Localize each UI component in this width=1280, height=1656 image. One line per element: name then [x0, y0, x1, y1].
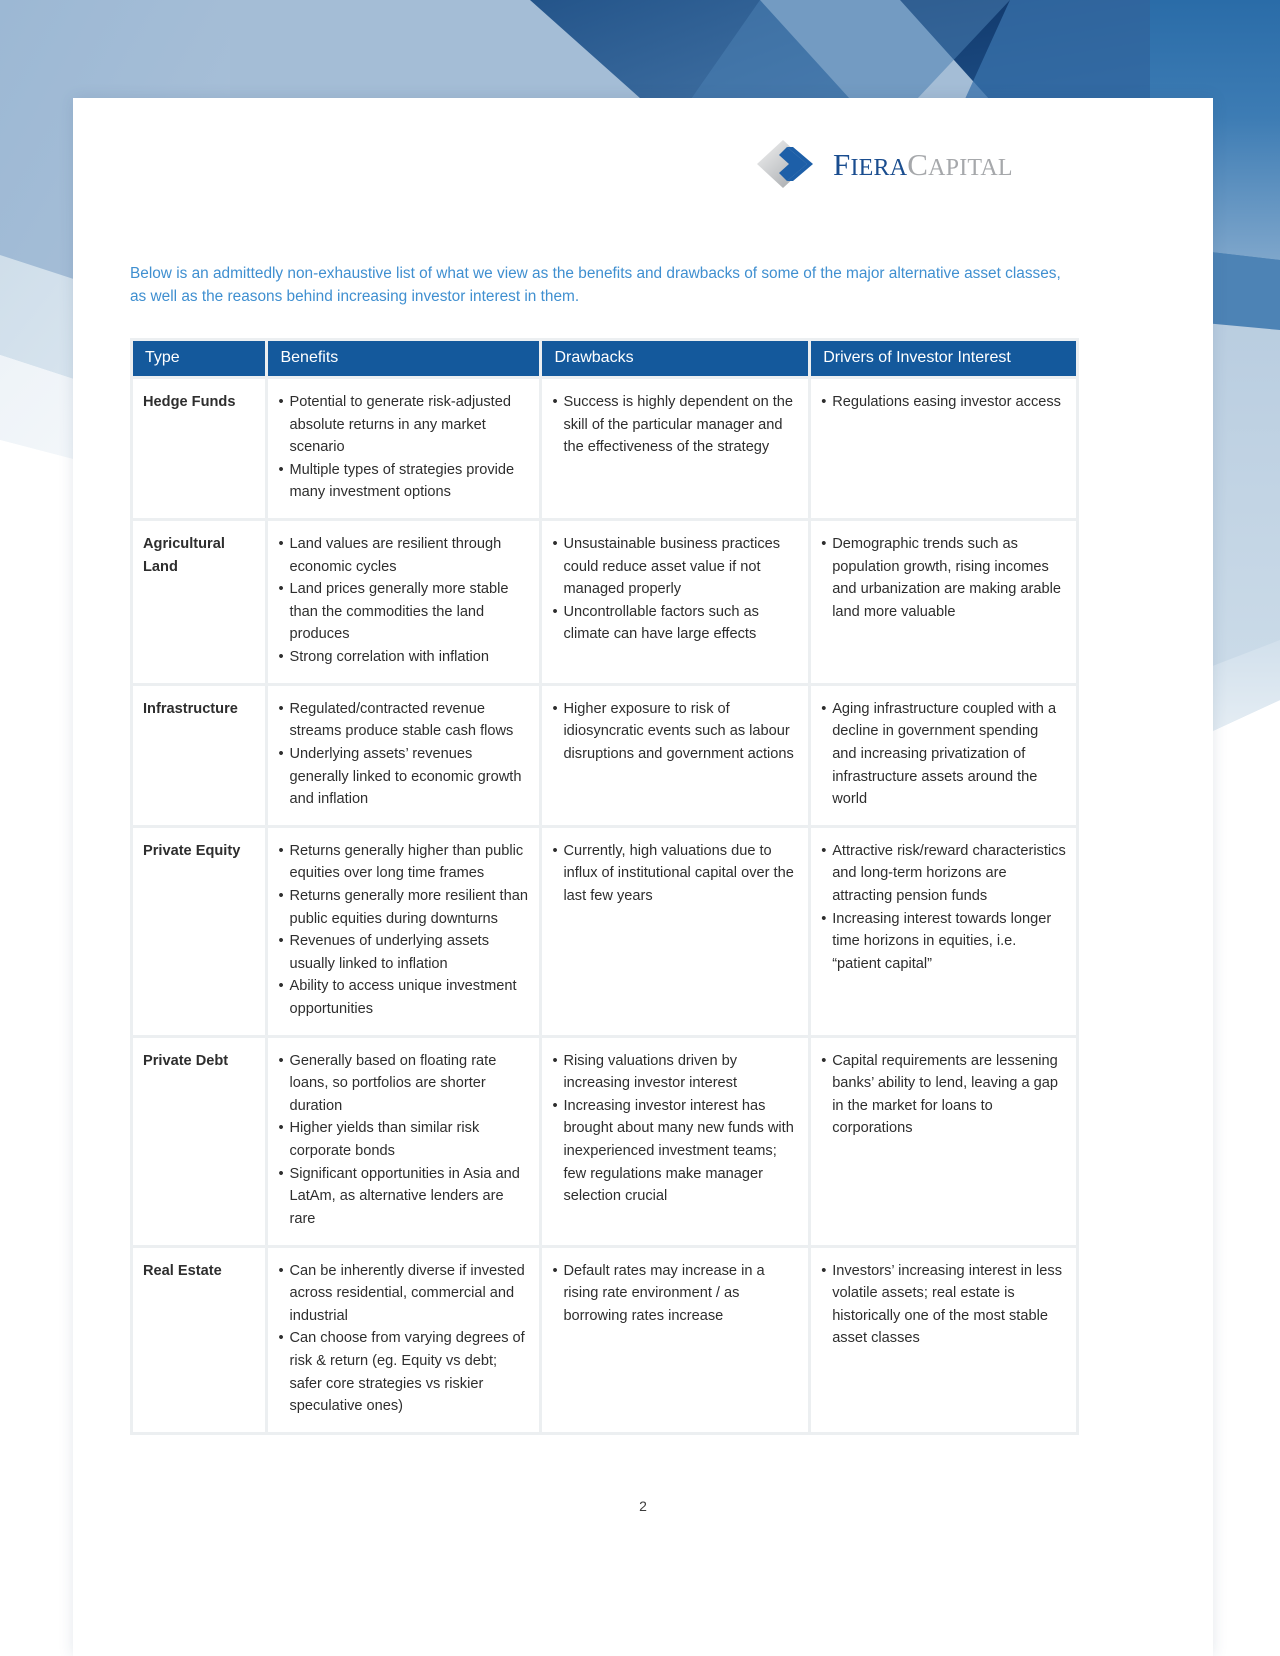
bullet-item: • Returns generally higher than public equities over long time frames	[278, 840, 529, 885]
table-row	[133, 1248, 1076, 1432]
benefits-cell	[268, 686, 539, 825]
bullet-list	[278, 1050, 529, 1231]
bullet-item: • Investors’ increasing interest in less volatile assets; real estate is historically one of the most stable asset classes	[821, 1260, 1066, 1350]
bullet-list	[278, 698, 529, 811]
drawbacks-cell	[542, 521, 808, 683]
table-row	[133, 521, 1076, 683]
bullet-item: • Can be inherently diverse if invested across residential, commercial and industrial	[278, 1260, 529, 1328]
bullet-item: • Increasing investor interest has brought about many new funds with inexperienced investment teams; few regulations make manager selection crucial	[552, 1095, 798, 1208]
page-number: 2	[639, 1498, 647, 1514]
asset-type-label: Infrastructure	[133, 686, 265, 825]
bullet-item: • Returns generally more resilient than public equities during downturns	[278, 885, 529, 930]
bullet-list	[821, 1050, 1066, 1140]
bullet-list	[552, 1050, 798, 1208]
bullet-list	[552, 698, 798, 766]
drivers-cell	[811, 1248, 1076, 1432]
drivers-cell	[811, 379, 1076, 518]
bullet-item: • Land values are resilient through economic cycles	[278, 533, 529, 578]
logo-word-capital: CAPITAL	[907, 146, 1013, 182]
bullet-item: • Potential to generate risk-adjusted absolute returns in any market scenario	[278, 391, 529, 459]
bullet-item: • Unsustainable business practices could reduce asset value if not managed properly	[552, 533, 798, 601]
drawbacks-cell	[542, 1248, 808, 1432]
bullet-item: • Increasing interest towards longer time horizons in equities, i.e. “patient capital”	[821, 908, 1066, 976]
table-row	[133, 686, 1076, 825]
bullet-list	[821, 1260, 1066, 1350]
drawbacks-cell	[542, 686, 808, 825]
bullet-list	[821, 698, 1066, 811]
fiera-capital-logo	[757, 138, 1013, 190]
bullet-item: • Success is highly dependent on the skill of the particular manager and the effectiveness of the strategy	[552, 391, 798, 459]
column-header-drawbacks: Drawbacks	[542, 341, 808, 376]
asset-type-label: Real Estate	[133, 1248, 265, 1432]
bullet-item: • Underlying assets’ revenues generally linked to economic growth and inflation	[278, 743, 529, 811]
table-body	[133, 379, 1076, 1432]
bullet-list	[552, 840, 798, 908]
logo-word-fiera: FIERA	[833, 146, 908, 182]
asset-type-label: Private Debt	[133, 1038, 265, 1245]
drawbacks-cell	[542, 1038, 808, 1245]
column-header-benefits: Benefits	[268, 341, 539, 376]
bullet-item: • Higher exposure to risk of idiosyncratic events such as labour disruptions and government actions	[552, 698, 798, 766]
table-header-row	[133, 341, 1076, 376]
bullet-list	[821, 533, 1066, 623]
bullet-item: • Aging infrastructure coupled with a decline in government spending and increasing privatization of infrastructure assets around the world	[821, 698, 1066, 811]
bullet-item: • Regulations easing investor access	[821, 391, 1066, 414]
bullet-item: • Land prices generally more stable than the commodities the land produces	[278, 578, 529, 646]
fiera-diamond-icon	[757, 138, 821, 190]
table-header	[133, 341, 1076, 376]
bullet-list	[278, 391, 529, 504]
bullet-item: • Attractive risk/reward characteristics and long-term horizons are attracting pension funds	[821, 840, 1066, 908]
benefits-cell	[268, 828, 539, 1035]
intro-paragraph: Below is an admittedly non-exhaustive list of what we view as the benefits and drawbacks of some of the major alternative asset classes, as well as the reasons behind increasing investor interest in them.	[130, 265, 1061, 305]
bullet-item: • Higher yields than similar risk corporate bonds	[278, 1117, 529, 1162]
bullet-list	[278, 840, 529, 1021]
bullet-item: • Capital requirements are lessening banks’ ability to lend, leaving a gap in the market for loans to corporations	[821, 1050, 1066, 1140]
bullet-list	[552, 1260, 798, 1328]
drivers-cell	[811, 1038, 1076, 1245]
drawbacks-cell	[542, 828, 808, 1035]
bullet-item: • Regulated/contracted revenue streams produce stable cash flows	[278, 698, 529, 743]
column-header-drivers: Drivers of Investor Interest	[811, 341, 1076, 376]
bullet-list	[821, 391, 1066, 414]
drawbacks-cell	[542, 379, 808, 518]
benefits-cell	[268, 1038, 539, 1245]
alternative-asset-classes-table	[130, 338, 1079, 1435]
table-row	[133, 379, 1076, 518]
asset-type-label: Hedge Funds	[133, 379, 265, 518]
asset-type-label: Private Equity	[133, 828, 265, 1035]
bullet-item: • Can choose from varying degrees of risk & return (eg. Equity vs debt; safer core strategies vs riskier speculative ones)	[278, 1327, 529, 1417]
table-row	[133, 828, 1076, 1035]
bullet-list	[278, 1260, 529, 1418]
bullet-item: • Currently, high valuations due to influx of institutional capital over the last few years	[552, 840, 798, 908]
bullet-item: • Generally based on floating rate loans, so portfolios are shorter duration	[278, 1050, 529, 1118]
benefits-cell	[268, 379, 539, 518]
bullet-item: • Significant opportunities in Asia and LatAm, as alternative lenders are rare	[278, 1163, 529, 1231]
bullet-item: • Strong correlation with inflation	[278, 646, 529, 669]
drivers-cell	[811, 686, 1076, 825]
asset-type-label: Agricultural Land	[133, 521, 265, 683]
drivers-cell	[811, 828, 1076, 1035]
bullet-list	[278, 533, 529, 669]
bullet-item: • Rising valuations driven by increasing investor interest	[552, 1050, 798, 1095]
bullet-item: • Uncontrollable factors such as climate can have large effects	[552, 601, 798, 646]
table-row	[133, 1038, 1076, 1245]
column-header-type: Type	[133, 341, 265, 376]
bullet-list	[821, 840, 1066, 976]
bullet-item: • Ability to access unique investment opportunities	[278, 975, 529, 1020]
bullet-item: • Multiple types of strategies provide many investment options	[278, 459, 529, 504]
document-page	[73, 98, 1213, 1656]
bullet-item: • Default rates may increase in a rising rate environment / as borrowing rates increase	[552, 1260, 798, 1328]
drivers-cell	[811, 521, 1076, 683]
bullet-item: • Demographic trends such as population growth, rising incomes and urbanization are making arable land more valuable	[821, 533, 1066, 623]
bullet-list	[552, 391, 798, 459]
bullet-item: • Revenues of underlying assets usually linked to inflation	[278, 930, 529, 975]
benefits-cell	[268, 1248, 539, 1432]
benefits-cell	[268, 521, 539, 683]
bullet-list	[552, 533, 798, 646]
